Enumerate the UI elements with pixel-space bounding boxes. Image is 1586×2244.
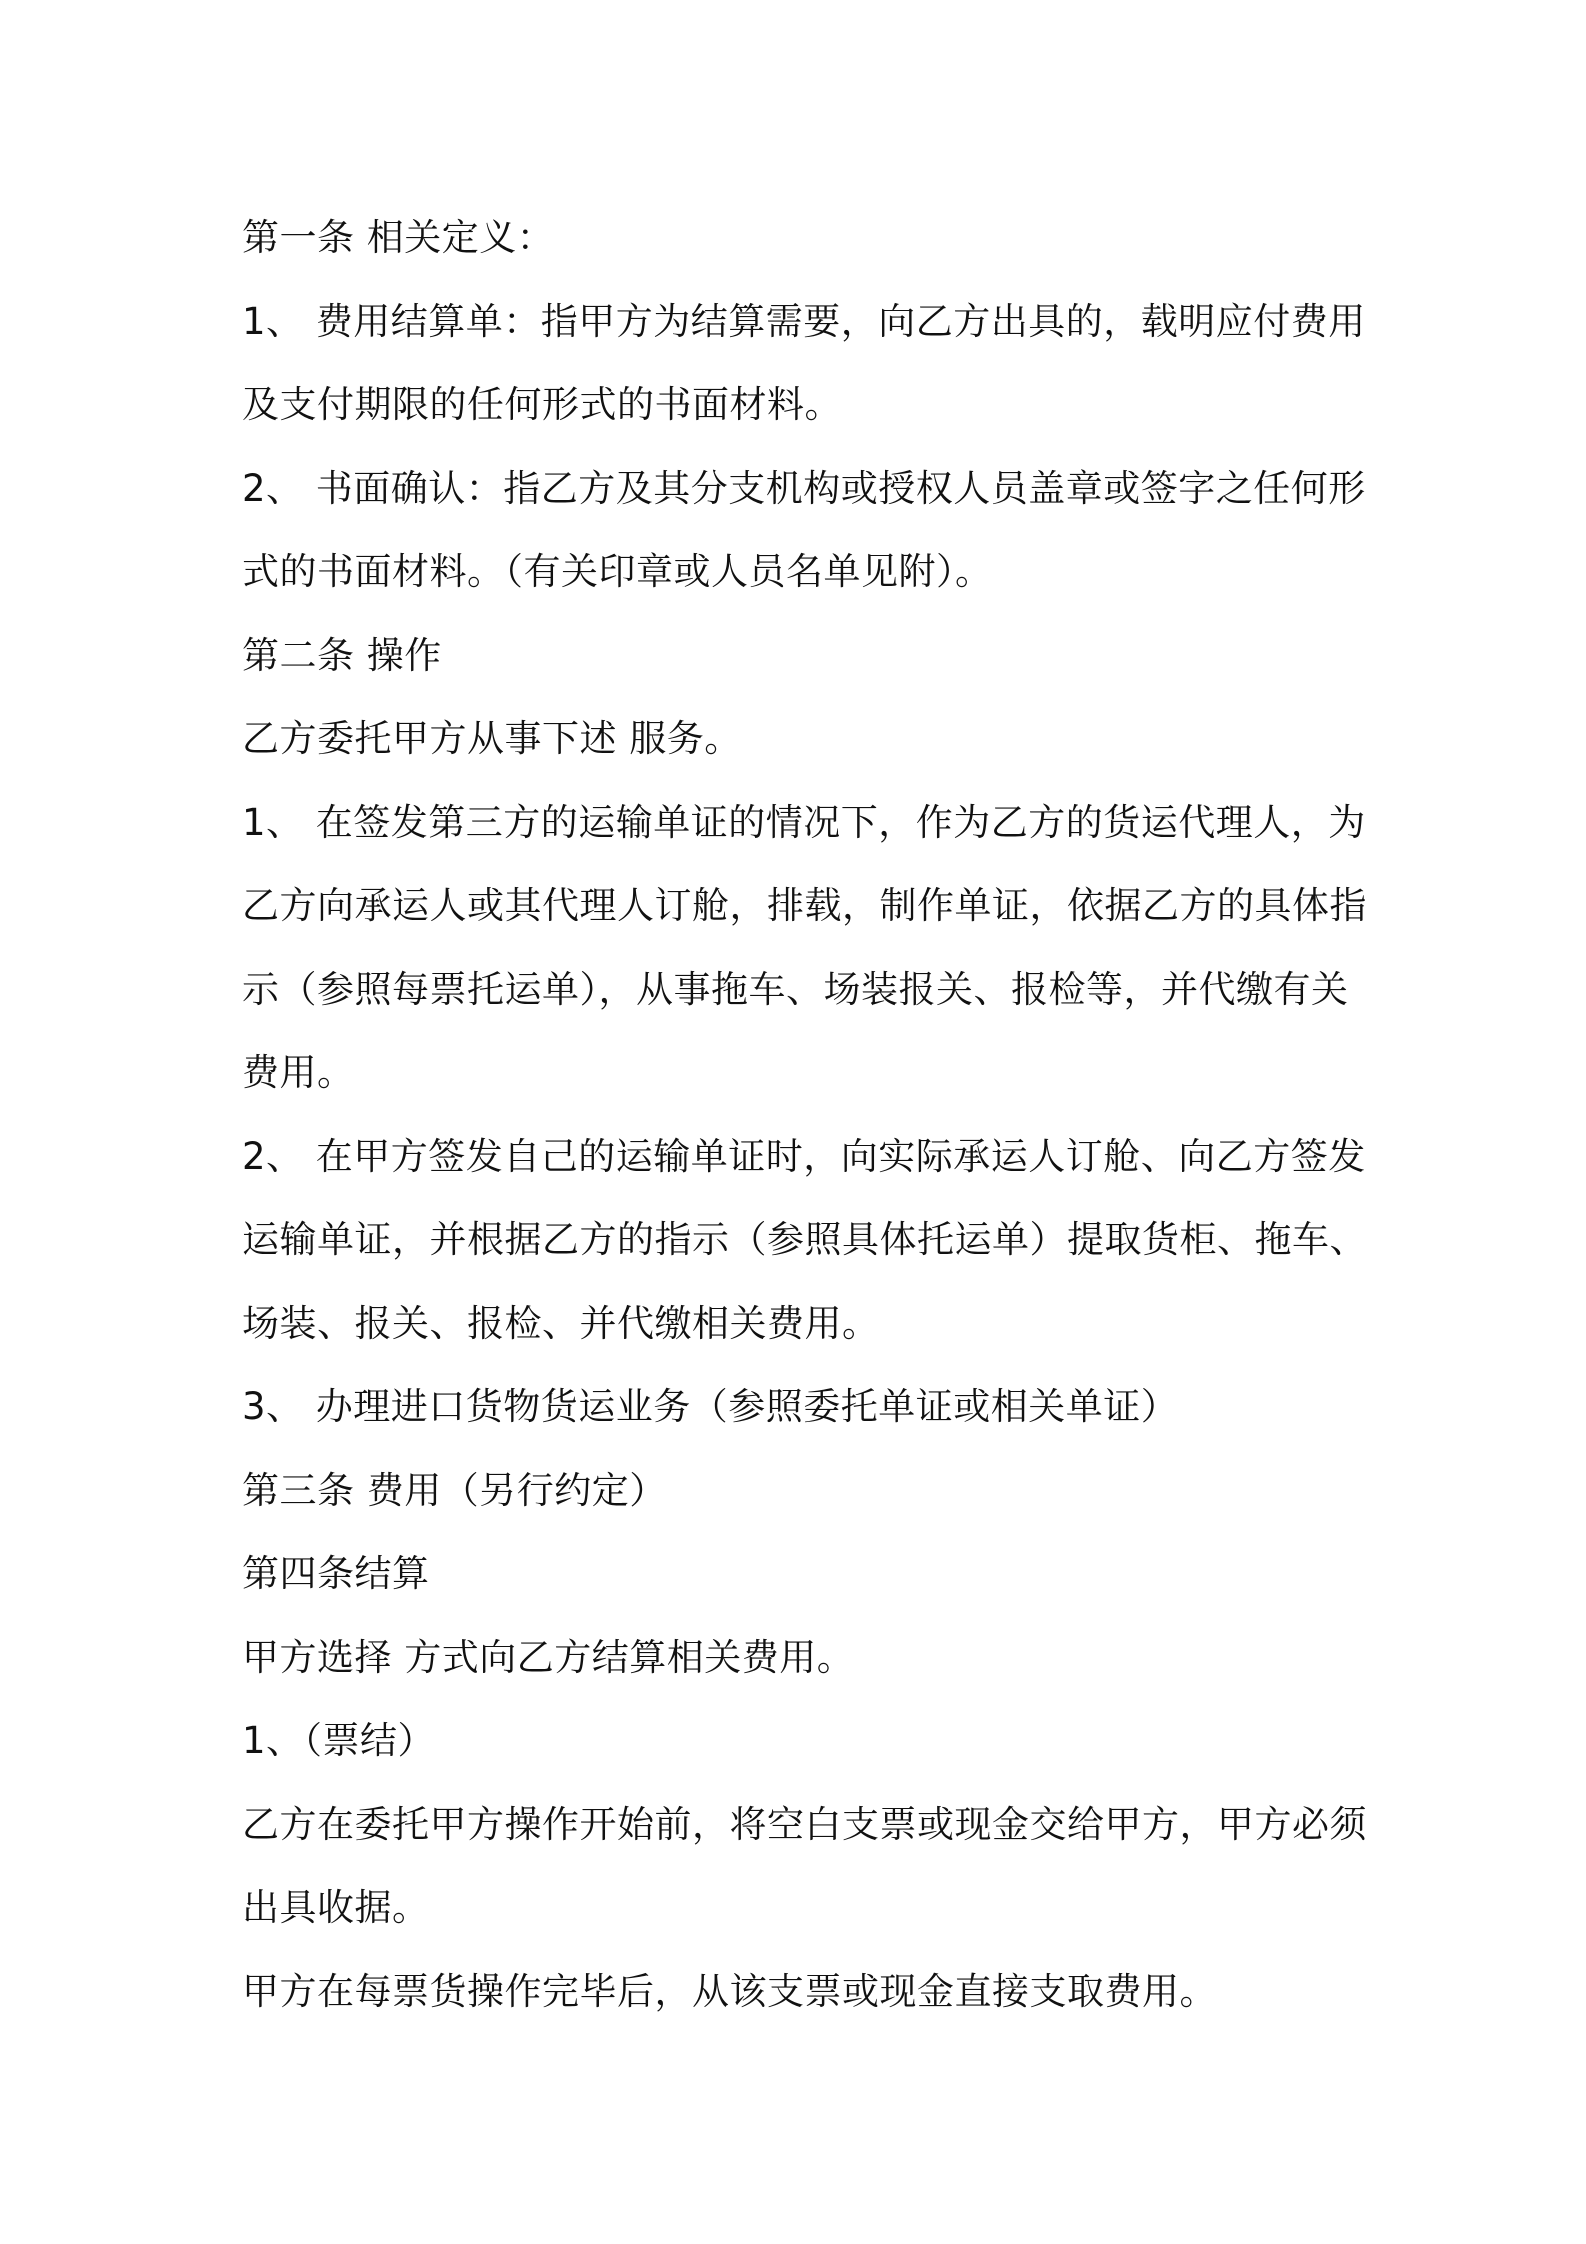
operation-1-line-3: 示（参照每票托运单），从事拖车、场装报关、报检等，并代缴有关 — [242, 967, 1349, 1011]
document-body — [242, 196, 1367, 2033]
operation-2-line-3: 场装、报关、报检、并代缴相关费用。 — [242, 1301, 880, 1345]
article-2-heading: 第二条 操作 — [242, 633, 442, 677]
article-2-intro: 乙方委托甲方从事下述 服务。 — [242, 717, 742, 760]
article-3-heading: 第三条 费用（另行约定） — [242, 1468, 667, 1512]
settlement-1-line-2: 出具收据。 — [242, 1886, 430, 1929]
settlement-1-heading: 1、（票结） — [242, 1719, 436, 1762]
settlement-intro: 甲方选择 方式向乙方结算相关费用。 — [242, 1635, 855, 1679]
definition-2-line-2: 式的书面材料。（有关印章或人员名单见附）。 — [242, 550, 993, 593]
operation-1-line-1: 1、 在签发第三方的运输单证的情况下，作为乙方的货运代理人，为 — [242, 800, 1366, 844]
settlement-1-line-1: 乙方在委托甲方操作开始前，将空白支票或现金交给甲方，甲方必须 — [242, 1802, 1367, 1846]
article-4-heading: 第四条结算 — [242, 1552, 430, 1595]
settlement-1-line-3: 甲方在每票货操作完毕后，从该支票或现金直接支取费用。 — [242, 1969, 1217, 2013]
operation-3-line-1: 3、 办理进口货物货运业务（参照委托单证或相关单证） — [242, 1385, 1179, 1428]
definition-2-line-1: 2、 书面确认：指乙方及其分支机构或授权人员盖章或签字之任何形 — [242, 466, 1366, 510]
definition-1-line-2: 及支付期限的任何形式的书面材料。 — [242, 383, 842, 426]
operation-2-line-1: 2、 在甲方签发自己的运输单证时，向实际承运人订舱、向乙方签发 — [242, 1134, 1366, 1178]
operation-1-line-2: 乙方向承运人或其代理人订舱，排载，制作单证，依据乙方的具体指 — [242, 884, 1367, 927]
article-1-heading: 第一条 相关定义： — [242, 216, 555, 259]
operation-1-line-4: 费用。 — [242, 1051, 355, 1094]
operation-2-line-2: 运输单证，并根据乙方的指示（参照具体托运单）提取货柜、拖车、 — [242, 1218, 1367, 1261]
definition-1-line-1: 1、 费用结算单：指甲方为结算需要，向乙方出具的，载明应付费用 — [242, 299, 1366, 343]
